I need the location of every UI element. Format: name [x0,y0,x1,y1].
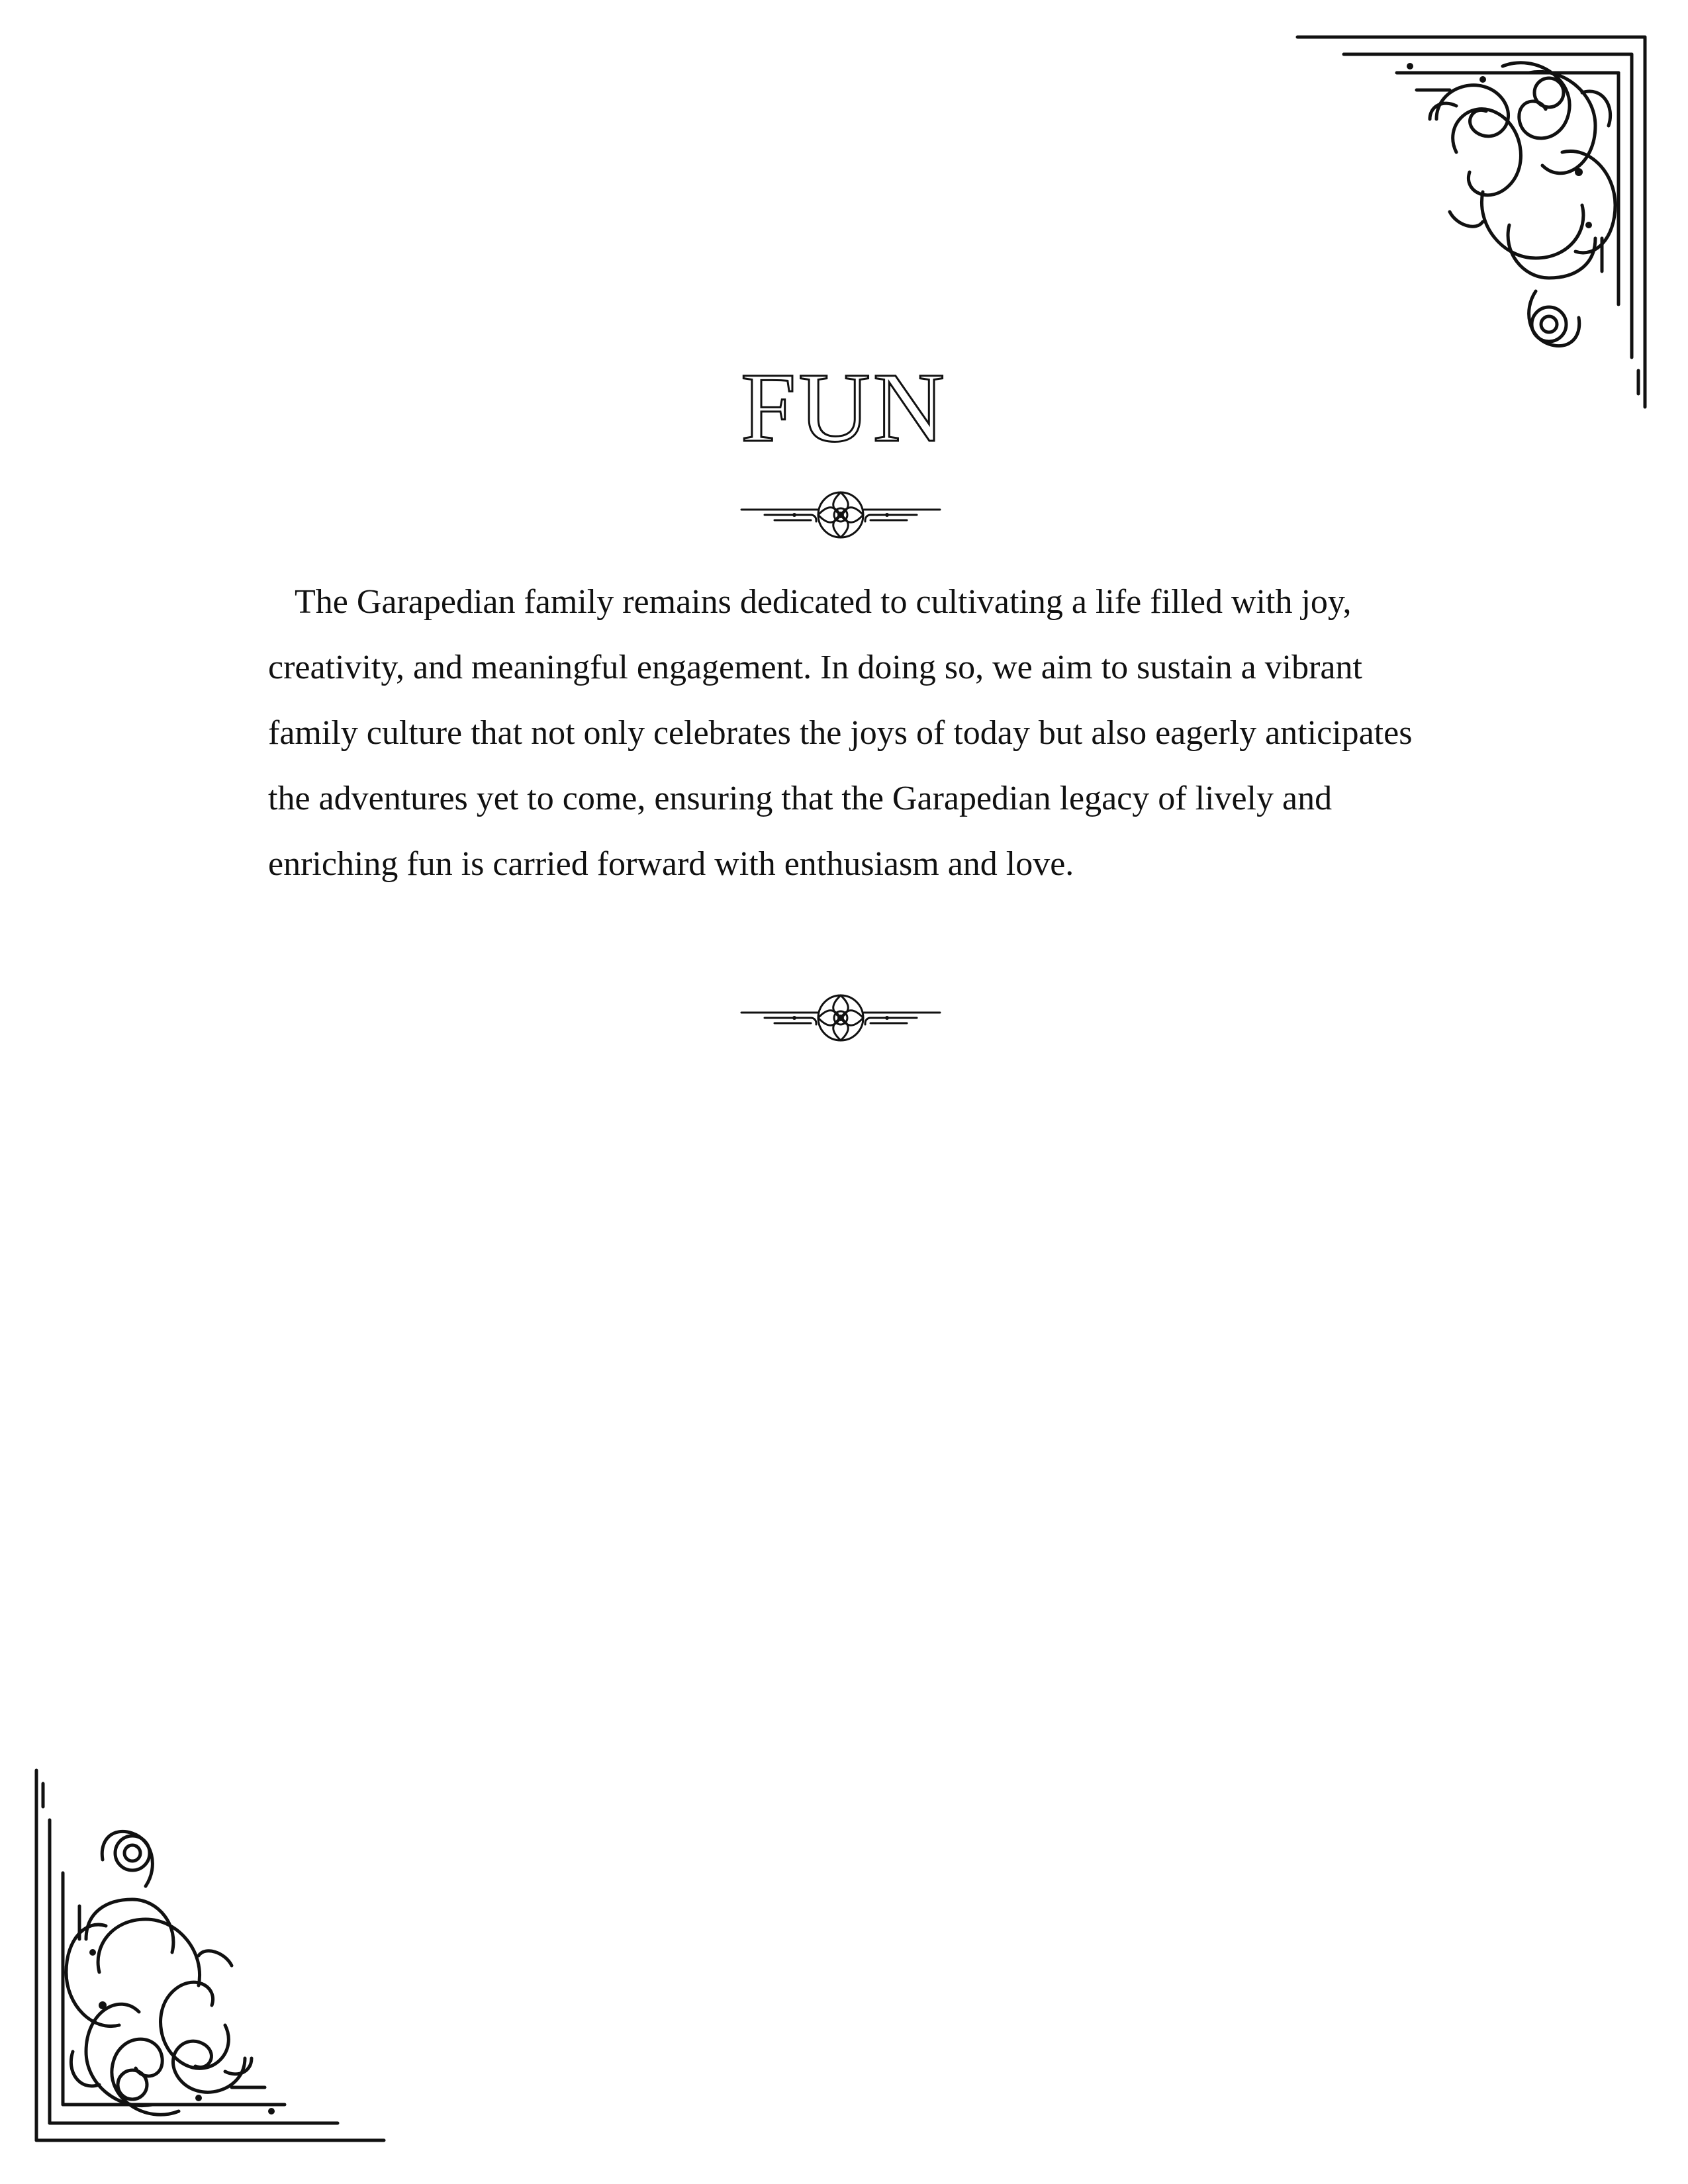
floral-divider-bottom [738,986,943,1046]
corner-ornament-bottom-left [26,1767,397,2151]
page-title: FUN [740,352,948,463]
body-paragraph: The Garapedian family remains dedicated to cultivating a life filled with joy, creativity, and meaningful engagement. In doing so, we aim to sustain a vibrant family culture that not only celebrates the joys of today but also eagerly anticipates the adventures yet to come, ensuring that the Garapedian legacy of lively and enriching fun is carried forward with enthusiasm and love. [268,583,1413,883]
floral-divider-top [738,483,943,543]
